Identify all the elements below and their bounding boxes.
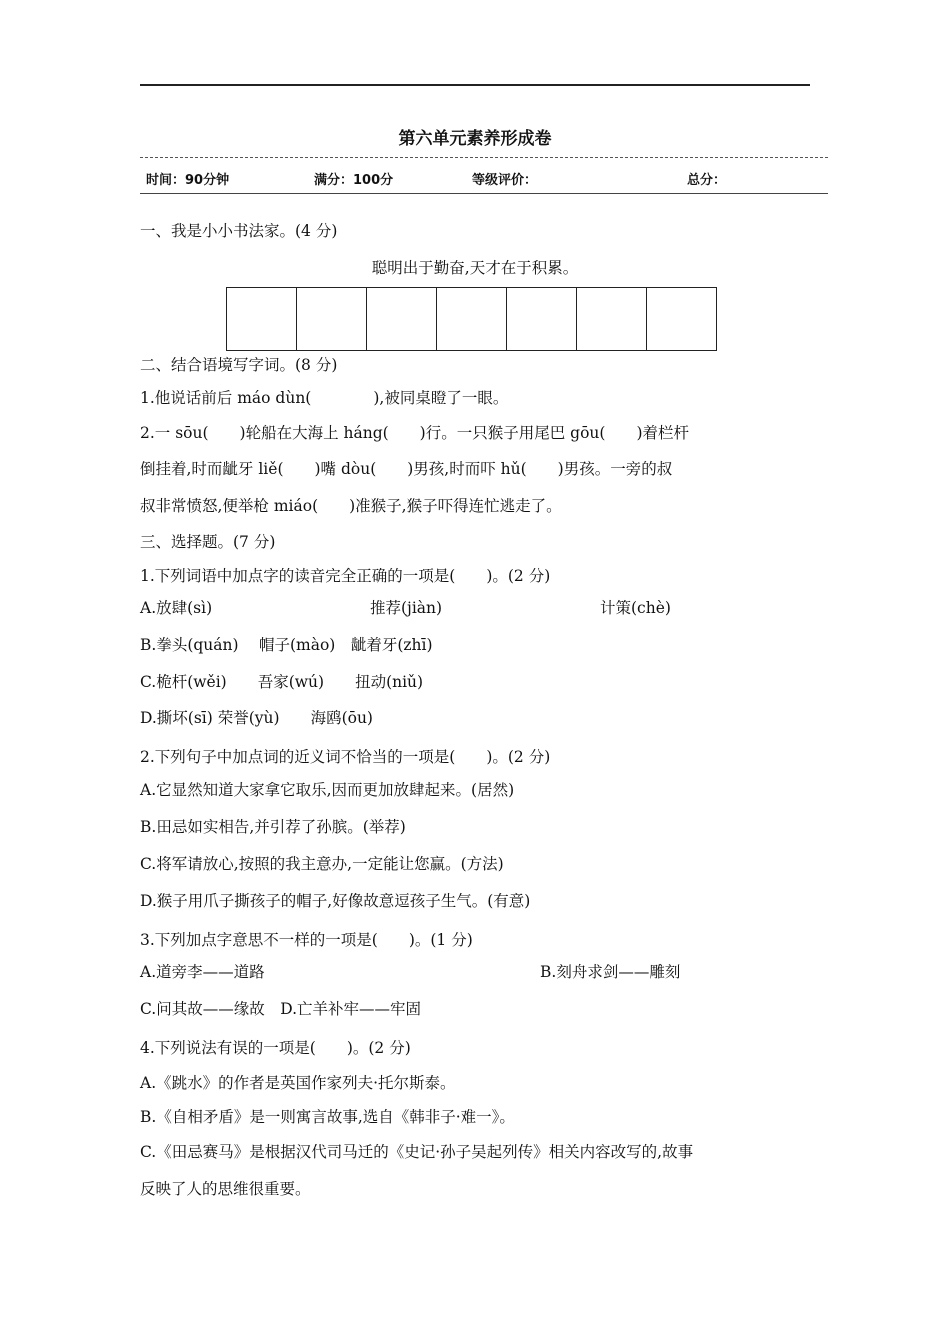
q1-option-b: B.拳头(quán) 帽子(mào) 龇着牙(zhī)	[140, 636, 433, 654]
writing-cell[interactable]	[647, 288, 716, 350]
section2-question-1: 1.他说话前后 máo dùn( ),被同桌瞪了一眼。	[140, 389, 509, 407]
q1-option-d: D.撕坏(sī) 荣誉(yù) 海鸥(ōu)	[140, 709, 373, 727]
writing-cell[interactable]	[297, 288, 367, 350]
page-title: 第六单元素养形成卷	[398, 129, 552, 149]
dashed-divider	[140, 157, 828, 158]
grade-label: 等级评价：	[472, 173, 538, 188]
time-label: 时间：90分钟	[146, 173, 230, 188]
writing-grid	[226, 287, 717, 351]
q3-stem: 3.下列加点字意思不一样的一项是( )。(1 分)	[140, 931, 473, 949]
section1-heading: 一、我是小小书法家。(4 分)	[140, 222, 338, 240]
full-score-label: 满分：100分	[314, 173, 394, 188]
q1-option-c: C.桅杆(wěi) 吾家(wú) 扭动(niǔ)	[140, 673, 424, 691]
q2-option-d: D.猴子用爪子撕孩子的帽子,好像故意逗孩子生气。(有意)	[140, 892, 531, 910]
calligraphy-sentence: 聪明出于勤奋,天才在于积累。	[371, 259, 579, 277]
writing-cell[interactable]	[367, 288, 437, 350]
q4-option-c-line1: C.《田忌赛马》是根据汉代司马迁的《史记·孙子吴起列传》相关内容改写的,故事	[140, 1143, 694, 1161]
total-score-label: 总分：	[687, 173, 727, 188]
q4-option-b: B.《自相矛盾》是一则寓言故事,选自《韩非子·难一》。	[140, 1108, 515, 1126]
q1-stem: 1.下列词语中加点字的读音完全正确的一项是( )。(2 分)	[140, 567, 551, 585]
q3-option-a: A.道旁李——道路	[140, 963, 265, 981]
q1-option-a-word2: 推荐(jiàn)	[370, 599, 443, 617]
q2-option-c: C.将军请放心,按照的我主意办,一定能让您赢。(方法)	[140, 855, 504, 873]
q4-option-c-line2: 反映了人的思维很重要。	[140, 1180, 311, 1198]
writing-cell[interactable]	[227, 288, 297, 350]
q4-option-a: A.《跳水》的作者是英国作家列夫·托尔斯泰。	[140, 1074, 456, 1092]
q2-option-b: B.田忌如实相告,并引荐了孙膑。(举荐)	[140, 818, 406, 836]
q4-stem: 4.下列说法有误的一项是( )。(2 分)	[140, 1039, 411, 1057]
q3-option-cd: C.问其故——缘故 D.亡羊补牢——牢固	[140, 1000, 422, 1018]
section3-heading: 三、选择题。(7 分)	[140, 533, 276, 551]
writing-cell[interactable]	[437, 288, 507, 350]
q1-option-a: A.放肆(sì)	[140, 599, 213, 617]
section2-question-2-line1: 2.一 sōu( )轮船在大海上 háng( )行。一只猴子用尾巴 gōu( )着栏杆	[140, 424, 689, 442]
q3-option-b: B.刻舟求剑——雕刻	[540, 963, 681, 981]
header-divider	[140, 193, 828, 194]
section2-question-2-line2: 倒挂着,时而龇牙 liě( )嘴 dòu( )男孩,时而吓 hǔ( )男孩。一旁的叔	[140, 460, 673, 478]
section2-heading: 二、结合语境写字词。(8 分)	[140, 356, 338, 374]
section2-question-2-line3: 叔非常愤怒,便举枪 miáo( )准猴子,猴子吓得连忙逃走了。	[140, 497, 562, 515]
q1-option-a-word3: 计策(chè)	[600, 599, 671, 617]
writing-cell[interactable]	[507, 288, 577, 350]
exam-info-row	[140, 169, 828, 191]
q2-stem: 2.下列句子中加点词的近义词不恰当的一项是( )。(2 分)	[140, 748, 551, 766]
q2-option-a: A.它显然知道大家拿它取乐,因而更加放肆起来。(居然)	[140, 781, 515, 799]
writing-cell[interactable]	[577, 288, 647, 350]
top-rule	[140, 84, 810, 86]
